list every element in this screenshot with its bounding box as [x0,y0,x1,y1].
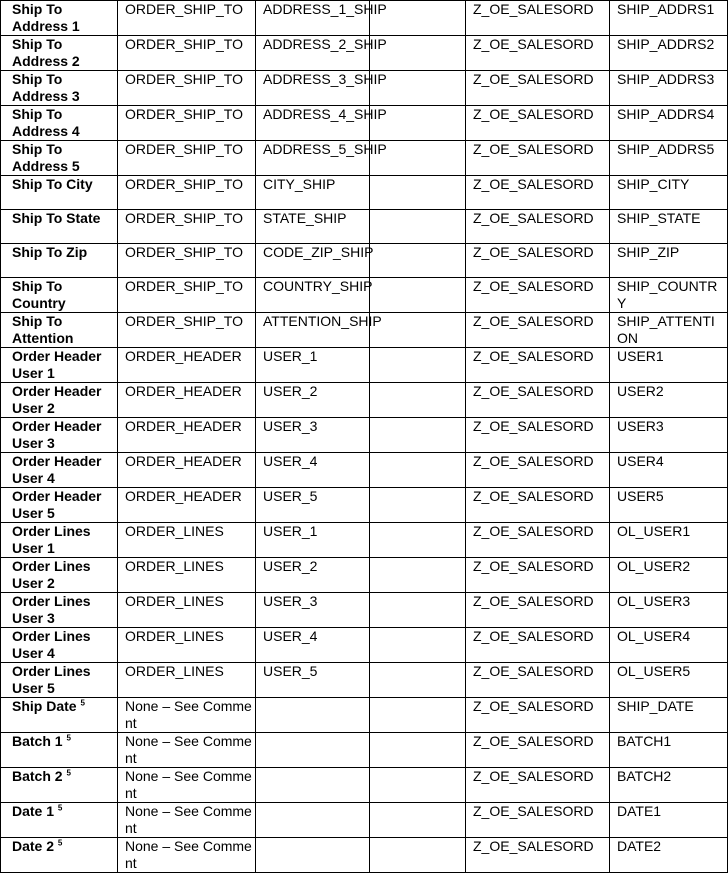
field-name: Order Header User 4 [12,453,102,486]
target-table: Z_OE_SALESORD [473,733,594,749]
target-column-cell [610,628,728,663]
table-row [1,313,728,348]
footnote-marker: 5 [80,698,85,708]
target-table: Z_OE_SALESORD [473,210,594,226]
target-table: Z_OE_SALESORD [473,838,594,854]
source-column-cell [256,36,387,71]
footnote-marker: 5 [57,803,63,813]
source-table: ORDER_SHIP_TO [125,141,243,157]
field-name: Order Lines User 1 [12,523,91,556]
table-row [1,348,728,383]
target-column-cell [610,488,728,523]
target-table-cell [466,418,610,453]
field-name: Date 2 [12,838,55,854]
source-table: ORDER_LINES [125,523,224,539]
source-column-cell [256,698,370,733]
target-column: USER3 [617,418,664,434]
target-table: Z_OE_SALESORD [473,383,594,399]
source-column-cell [256,383,370,418]
source-table: ORDER_SHIP_TO [125,36,243,52]
target-column-cell [610,210,728,244]
field-name-cell [1,1,118,36]
target-table-cell [466,313,610,348]
field-name: Ship To Address 1 [12,1,80,34]
source-column: ADDRESS_2_SHIP [263,36,387,52]
field-name-cell [1,768,118,803]
source-column-cell [256,593,370,628]
table-row [1,36,728,71]
table-row [1,71,728,106]
source-column: USER_1 [263,348,318,364]
source-table: None – See Comment [125,733,252,766]
target-table-cell [466,210,610,244]
target-column: DATE1 [617,803,662,819]
target-table: Z_OE_SALESORD [473,803,594,819]
target-table: Z_OE_SALESORD [473,106,594,122]
field-name-cell [1,176,118,210]
source-column-cell [256,558,370,593]
field-name-cell [1,593,118,628]
source-column-cell [256,838,370,873]
table-row [1,383,728,418]
source-table-cell [118,278,256,313]
source-column: USER_2 [263,383,318,399]
field-name-cell [1,106,118,141]
source-column: ADDRESS_4_SHIP [263,106,387,122]
target-table-cell [466,106,610,141]
extra-cell [370,453,466,488]
target-table-cell [466,36,610,71]
target-table: Z_OE_SALESORD [473,663,594,679]
extra-cell [370,838,466,873]
extra-cell [370,313,466,348]
field-name-cell [1,663,118,698]
target-table: Z_OE_SALESORD [473,348,594,364]
source-table: ORDER_SHIP_TO [125,244,243,260]
source-table: ORDER_LINES [125,663,224,679]
field-name-cell [1,803,118,838]
target-column: BATCH1 [617,733,672,749]
extra-cell [370,418,466,453]
target-column-cell [610,106,728,141]
table-row [1,698,728,733]
target-column-cell [610,348,728,383]
source-column: ATTENTION_SHIP [263,313,382,329]
extra-cell [370,733,466,768]
extra-cell [370,558,466,593]
target-table: Z_OE_SALESORD [473,558,594,574]
target-column: SHIP_COUNTRY [617,278,718,311]
target-column: SHIP_CITY [617,176,690,192]
target-column: SHIP_DATE [617,698,694,714]
target-column-cell [610,803,728,838]
field-name: Ship To Zip [12,244,88,260]
source-column: USER_4 [263,453,318,469]
target-table-cell [466,453,610,488]
target-table-cell [466,176,610,210]
table-row [1,768,728,803]
target-table-cell [466,558,610,593]
target-table: Z_OE_SALESORD [473,698,594,714]
source-table-cell [118,593,256,628]
target-table-cell [466,488,610,523]
field-name: Order Header User 1 [12,348,102,381]
target-table: Z_OE_SALESORD [473,453,594,469]
source-column: USER_3 [263,593,318,609]
table-row [1,244,728,278]
target-column-cell [610,71,728,106]
source-table-cell [118,36,256,71]
source-table-cell [118,838,256,873]
source-table: ORDER_LINES [125,593,224,609]
target-table: Z_OE_SALESORD [473,71,594,87]
target-column: USER2 [617,383,664,399]
source-table: ORDER_SHIP_TO [125,106,243,122]
target-table-cell [466,1,610,36]
table-row [1,453,728,488]
source-table-cell [118,768,256,803]
field-name: Order Header User 3 [12,418,102,451]
target-column-cell [610,523,728,558]
footnote-marker: 5 [66,733,71,743]
target-table: Z_OE_SALESORD [473,141,594,157]
target-table-cell [466,523,610,558]
target-table-cell [466,244,610,278]
source-table: ORDER_HEADER [125,453,242,469]
source-column-cell [256,1,387,36]
extra-cell [370,244,466,278]
target-column: USER1 [617,348,664,364]
target-column-cell [610,558,728,593]
table-row [1,733,728,768]
target-table-cell [466,768,610,803]
source-table: ORDER_HEADER [125,488,242,504]
target-table: Z_OE_SALESORD [473,36,594,52]
footnote-marker: 5 [66,768,71,778]
field-name-cell [1,383,118,418]
source-table-cell [118,628,256,663]
field-name-cell [1,141,118,176]
target-column: BATCH2 [617,768,672,784]
table-row [1,663,728,698]
target-column: OL_USER5 [617,663,691,679]
field-name-cell [1,71,118,106]
source-table-cell [118,453,256,488]
target-column: OL_USER2 [617,558,691,574]
source-table-cell [118,418,256,453]
target-column-cell [610,768,728,803]
source-column-cell [256,141,387,176]
table-row [1,106,728,141]
target-column: DATE2 [617,838,662,854]
source-table-cell [118,141,256,176]
source-column-cell [256,348,370,383]
extra-cell [370,176,466,210]
target-table: Z_OE_SALESORD [473,278,594,294]
target-column: SHIP_STATE [617,210,701,226]
source-table: None – See Comment [125,698,252,731]
target-column-cell [610,593,728,628]
target-column-cell [610,838,728,873]
field-name: Ship To Attention [12,313,74,346]
target-column: SHIP_ZIP [617,244,680,260]
source-table-cell [118,558,256,593]
source-table: None – See Comment [125,768,252,801]
target-column: OL_USER1 [617,523,691,539]
target-table: Z_OE_SALESORD [473,418,594,434]
source-table: ORDER_HEADER [125,383,242,399]
field-name: Ship To Address 3 [12,71,80,104]
table-row [1,558,728,593]
field-name: Ship To City [12,176,93,192]
target-table: Z_OE_SALESORD [473,488,594,504]
footnote-marker: 5 [57,838,63,848]
target-table: Z_OE_SALESORD [473,244,594,260]
target-table-cell [466,628,610,663]
field-name-cell [1,348,118,383]
table-body [1,1,728,873]
source-column: ADDRESS_3_SHIP [263,71,387,87]
target-column: USER5 [617,488,664,504]
target-column: OL_USER4 [617,628,691,644]
source-column: ADDRESS_5_SHIP [263,141,387,157]
source-column: CITY_SHIP [263,176,336,192]
target-table-cell [466,663,610,698]
source-table-cell [118,488,256,523]
field-name-cell [1,523,118,558]
source-column-cell [256,628,370,663]
source-column: STATE_SHIP [263,210,347,226]
field-name: Ship To Address 2 [12,36,80,69]
table-row [1,1,728,36]
source-column-cell [256,313,382,348]
target-column-cell [610,141,728,176]
field-name: Order Lines User 5 [12,663,91,696]
target-column: SHIP_ADDRS2 [617,36,715,52]
extra-cell [370,278,466,313]
target-column-cell [610,453,728,488]
table-row [1,488,728,523]
table-row [1,418,728,453]
source-table-cell [118,663,256,698]
source-column-cell [256,278,373,313]
target-table-cell [466,141,610,176]
extra-cell [370,210,466,244]
target-table-cell [466,838,610,873]
target-column-cell [610,383,728,418]
table-row [1,628,728,663]
target-table-cell [466,278,610,313]
target-column-cell [610,278,728,313]
source-column-cell [256,176,370,210]
target-column-cell [610,698,728,733]
source-table-cell [118,176,256,210]
source-table: ORDER_SHIP_TO [125,71,243,87]
source-column: USER_1 [263,523,318,539]
source-table: ORDER_SHIP_TO [125,278,243,294]
target-table: Z_OE_SALESORD [473,1,594,17]
source-table-cell [118,1,256,36]
field-name-cell [1,36,118,71]
source-column: USER_3 [263,418,318,434]
target-column-cell [610,733,728,768]
source-table-cell [118,210,256,244]
field-name: Date 1 [12,803,55,819]
field-name: Ship To Address 4 [12,106,80,139]
source-column-cell [256,768,370,803]
table-row [1,176,728,210]
target-column-cell [610,1,728,36]
field-name-cell [1,838,118,873]
target-column: USER4 [617,453,664,469]
target-column: SHIP_ADDRS5 [617,141,715,157]
extra-cell [370,663,466,698]
source-table: ORDER_SHIP_TO [125,1,243,17]
target-table-cell [466,71,610,106]
source-column: ADDRESS_1_SHIP [263,1,387,17]
target-column: SHIP_ADDRS1 [617,1,715,17]
field-name-cell [1,278,118,313]
extra-cell [370,593,466,628]
table-row [1,593,728,628]
source-table-cell [118,244,256,278]
source-table-cell [118,733,256,768]
table-row [1,141,728,176]
field-name-cell [1,628,118,663]
extra-cell [370,698,466,733]
field-name: Ship To Address 5 [12,141,80,174]
source-column-cell [256,523,370,558]
target-table-cell [466,698,610,733]
field-name: Batch 1 [12,733,63,749]
source-column-cell [256,418,370,453]
source-column: USER_4 [263,628,318,644]
target-table-cell [466,348,610,383]
target-table: Z_OE_SALESORD [473,628,594,644]
field-name: Order Header User 2 [12,383,102,416]
source-column-cell [256,803,370,838]
extra-cell [370,488,466,523]
source-column: USER_5 [263,663,318,679]
source-table-cell [118,71,256,106]
source-table: None – See Comment [125,838,252,871]
target-column-cell [610,176,728,210]
field-name-cell [1,244,118,278]
source-column-cell [256,210,370,244]
source-table-cell [118,106,256,141]
source-column: USER_2 [263,558,318,574]
source-column: COUNTRY_SHIP [263,278,373,294]
target-table: Z_OE_SALESORD [473,593,594,609]
table-row [1,523,728,558]
target-table-cell [466,593,610,628]
source-table-cell [118,313,256,348]
extra-cell [370,348,466,383]
source-column-cell [256,663,370,698]
source-table-cell [118,523,256,558]
source-table: None – See Comment [125,803,252,836]
field-name-cell [1,698,118,733]
source-table: ORDER_SHIP_TO [125,210,243,226]
target-table: Z_OE_SALESORD [473,523,594,539]
target-column-cell [610,244,728,278]
target-column-cell [610,663,728,698]
source-table: ORDER_HEADER [125,348,242,364]
target-column-cell [610,36,728,71]
source-table: ORDER_HEADER [125,418,242,434]
field-name: Order Lines User 3 [12,593,91,626]
source-column-cell [256,71,387,106]
target-column-cell [610,418,728,453]
source-column: CODE_ZIP_SHIP [263,244,374,260]
source-table: ORDER_LINES [125,558,224,574]
field-name-cell [1,453,118,488]
field-name: Order Header User 5 [12,488,102,521]
field-name: Ship To Country [12,278,66,311]
field-name-cell [1,313,118,348]
source-table-cell [118,383,256,418]
source-column-cell [256,106,387,141]
source-column: USER_5 [263,488,318,504]
target-column: SHIP_ATTENTION [617,313,715,346]
source-column-cell [256,733,370,768]
source-table-cell [118,348,256,383]
field-name: Ship To State [12,210,101,226]
source-column-cell [256,453,370,488]
target-table: Z_OE_SALESORD [473,768,594,784]
field-name-cell [1,488,118,523]
field-name-cell [1,733,118,768]
table-row [1,210,728,244]
table-row [1,278,728,313]
target-table: Z_OE_SALESORD [473,313,594,329]
source-table: ORDER_SHIP_TO [125,313,243,329]
extra-cell [370,383,466,418]
source-column-cell [256,244,374,278]
extra-cell [370,803,466,838]
field-name: Order Lines User 2 [12,558,91,591]
target-table-cell [466,383,610,418]
target-table-cell [466,803,610,838]
field-name: Batch 2 [12,768,63,784]
source-column-cell [256,488,370,523]
field-name: Order Lines User 4 [12,628,91,661]
target-column: SHIP_ADDRS3 [617,71,715,87]
source-table-cell [118,698,256,733]
table-row [1,838,728,873]
extra-cell [370,523,466,558]
table-row [1,803,728,838]
target-table: Z_OE_SALESORD [473,176,594,192]
target-column: OL_USER3 [617,593,691,609]
target-table-cell [466,733,610,768]
field-name-cell [1,210,118,244]
source-table-cell [118,803,256,838]
source-table: ORDER_SHIP_TO [125,176,243,192]
extra-cell [370,768,466,803]
field-name-cell [1,558,118,593]
source-table: ORDER_LINES [125,628,224,644]
field-name: Ship Date [12,698,77,714]
target-column: SHIP_ADDRS4 [617,106,715,122]
target-column-cell [610,313,728,348]
extra-cell [370,628,466,663]
field-name-cell [1,418,118,453]
